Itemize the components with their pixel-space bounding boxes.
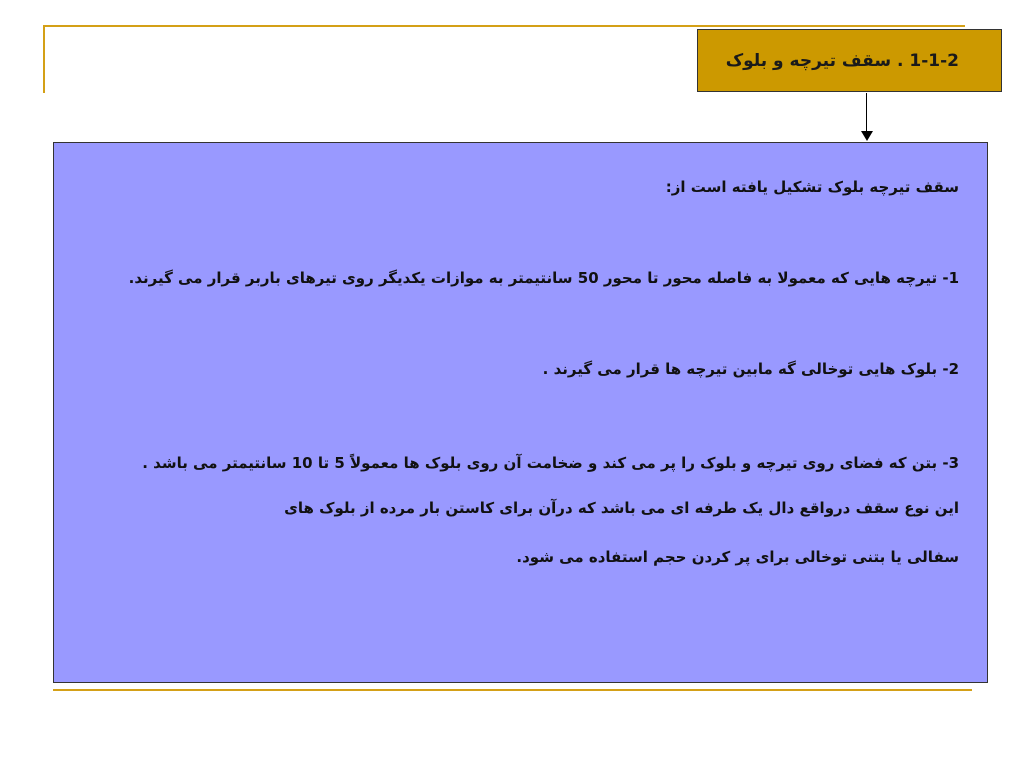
description-line-1: این نوع سقف درواقع دال یک طرفه ای می باشد که درآن برای کاستن بار مرده از بلوک های bbox=[284, 499, 959, 517]
title-box bbox=[697, 29, 1002, 92]
item-3-line: 3- بتن که فضای روی تیرچه و بلوک را پر می کند و ضخامت آن روی بلوک ها معمولاً 5 تا 10 سانتیمتر می باشد . bbox=[142, 454, 959, 472]
item-2-line: 2- بلوک هایی توخالی گه مابین تیرچه ها قرار می گیرند . bbox=[542, 360, 959, 378]
slide-title: 1-1-2 . سقف تیرچه و بلوک bbox=[725, 50, 959, 71]
arrow-down-icon bbox=[861, 131, 873, 141]
connector-line bbox=[866, 93, 867, 133]
intro-line: سقف تیرچه بلوک تشکیل یافته است از: bbox=[665, 178, 959, 196]
left-divider-line bbox=[43, 25, 45, 93]
description-line-2: سفالی یا بتنی توخالی برای پر کردن حجم استفاده می شود. bbox=[516, 548, 959, 566]
top-divider-line bbox=[43, 25, 965, 27]
bottom-divider-line bbox=[53, 689, 972, 691]
item-1-line: 1- تیرچه هایی که معمولا به فاصله محور تا محور 50 سانتیمتر به موازات یکدیگر روی تیرهای باربر قرار می گیرند. bbox=[128, 269, 959, 287]
content-box bbox=[53, 142, 988, 683]
